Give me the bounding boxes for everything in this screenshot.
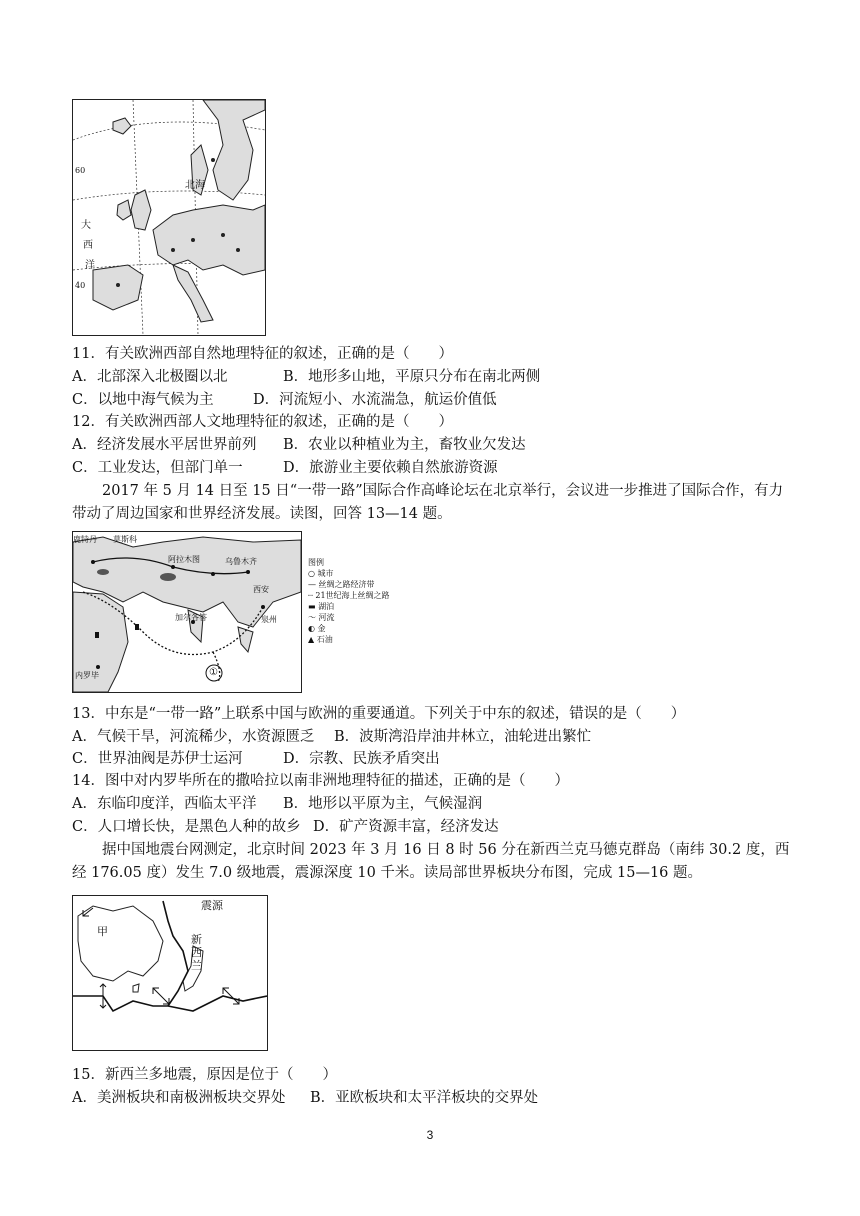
question-12-option-d[interactable]: D．旅游业主要依赖自然旅游资源 [283,460,498,476]
dotted-line-icon: ┈ [308,591,316,600]
question-15-option-b[interactable]: B．亚欧板块和太平洋板块的交界处 [310,1090,539,1106]
legend-item-river: ～ 河流 [308,613,335,622]
map-label-new-zealand: 新 [191,933,202,946]
solid-line-icon: — [308,580,319,589]
map-label-new-zealand: 西 [191,946,202,959]
intro-15-16: 据中国地震台网测定，北京时间 2023 年 3 月 16 日 8 时 56 分在新西兰克马德克群岛（南纬 30.2 度，西经 176.05 度）发生 7.0 级地震，震源深度 10 千米。读局部世界板块分布图，完成 15—16 题。 [72,842,790,881]
map-label-ocean: 大 [81,220,91,231]
question-15-option-a[interactable]: A．美洲板块和南极洲板块交界处 [72,1090,286,1106]
lake-icon: ▬ [308,602,319,611]
map-label-lat: 40 [75,281,86,290]
oil-icon: ▲ [308,635,317,644]
map-label-xian: 西安 [253,585,269,594]
question-14-option-c[interactable]: C．人口增长快，是黑色人种的故乡 [72,819,301,835]
question-13-option-d[interactable]: D．宗教、民族矛盾突出 [283,751,440,767]
map-label-epicenter: 震源 [201,899,223,912]
question-11-stem: 11．有关欧洲西部自然地理特征的叙述，正确的是（ ） [72,346,453,362]
legend-item-maritime: ┈ 21世纪海上丝绸之路 [308,591,390,600]
city-dot-icon: ○ [308,569,318,578]
intro-13-14: 2017 年 5 月 14 日至 15 日“一带一路”国际合作高峰论坛在北京举行，会议进一步推进了国际合作，有力带动了周边国家和世界经济发展。读图，回答 13—14 题。 [72,483,784,522]
map-label-nairobi: 内罗毕 [75,671,99,680]
europe-map-drawing [73,100,265,335]
question-13-option-b[interactable]: B．波斯湾沿岸油井林立，油轮进出繁忙 [334,729,592,745]
question-13-option-c[interactable]: C．世界油阀是苏伊士运河 [72,751,243,767]
belt-road-map [72,531,302,693]
question-11-option-d[interactable]: D．河流短小、水流湍急，航运价值低 [253,392,497,408]
question-14-option-d[interactable]: D．矿产资源丰富，经济发达 [313,819,499,835]
map-label-new-zealand: 兰 [191,959,202,972]
belt-road-legend [308,557,398,645]
europe-map [72,99,266,336]
question-14-option-a[interactable]: A．东临印度洋，西临太平洋 [72,796,257,812]
map-marker-1: ① [209,667,218,678]
page-number: 3 [426,1128,434,1142]
question-11-option-b[interactable]: B．地形多山地，平原只分布在南北两侧 [283,369,541,385]
question-13-option-a[interactable]: A．气候干旱，河流稀少，水资源匮乏 [72,729,315,745]
map-label-urumqi: 乌鲁木齐 [225,557,257,566]
map-label-ocean: 洋 [85,260,95,271]
question-12-option-b[interactable]: B．农业以种植业为主，畜牧业欠发达 [283,437,526,453]
map-label-rotterdam: 鹿特丹 [73,535,97,544]
question-11-option-c[interactable]: C．以地中海气候为主 [72,392,214,408]
question-14-stem: 14．图中对内罗毕所在的撒哈拉以南非洲地理特征的描述，正确的是（ ） [72,773,569,789]
map-label-jia: 甲 [97,925,108,938]
river-icon: ～ [308,613,319,622]
legend-title: 图例 [308,558,324,567]
map-label-lat: 60 [75,166,86,175]
legend-item-gold: ◐ 金 [308,624,326,633]
map-label-almaty: 阿拉木图 [168,555,200,564]
question-12-option-c[interactable]: C．工业发达，但部门单一 [72,460,243,476]
legend-item-silk-belt: — 丝绸之路经济带 [308,580,375,589]
map-label-north-sea: 北海 [185,180,205,191]
gold-icon: ◐ [308,624,318,633]
question-12-stem: 12．有关欧洲西部人文地理特征的叙述，正确的是（ ） [72,414,453,430]
map-label-quanzhou: 泉州 [261,615,277,624]
question-11-option-a[interactable]: A．北部深入北极圈以北 [72,369,228,385]
question-13-stem: 13．中东是“一带一路”上联系中国与欧洲的重要通道。下列关于中东的叙述，错误的是（ ） [72,706,686,722]
question-14-option-b[interactable]: B．地形以平原为主，气候湿润 [283,796,483,812]
plate-map-drawing [73,896,267,1050]
map-label-kolkata: 加尔各答 [175,613,207,622]
question-15-stem: 15．新西兰多地震，原因是位于（ ） [72,1067,337,1083]
legend-item-oil: ▲ 石油 [308,635,333,644]
question-12-option-a[interactable]: A．经济发展水平居世界前列 [72,437,257,453]
map-label-moscow: 莫斯科 [113,535,137,544]
map-label-ocean: 西 [83,240,93,251]
legend-item-lake: ▬ 湖泊 [308,602,335,611]
legend-item-city: ○ 城市 [308,569,334,578]
plate-map [72,895,268,1051]
